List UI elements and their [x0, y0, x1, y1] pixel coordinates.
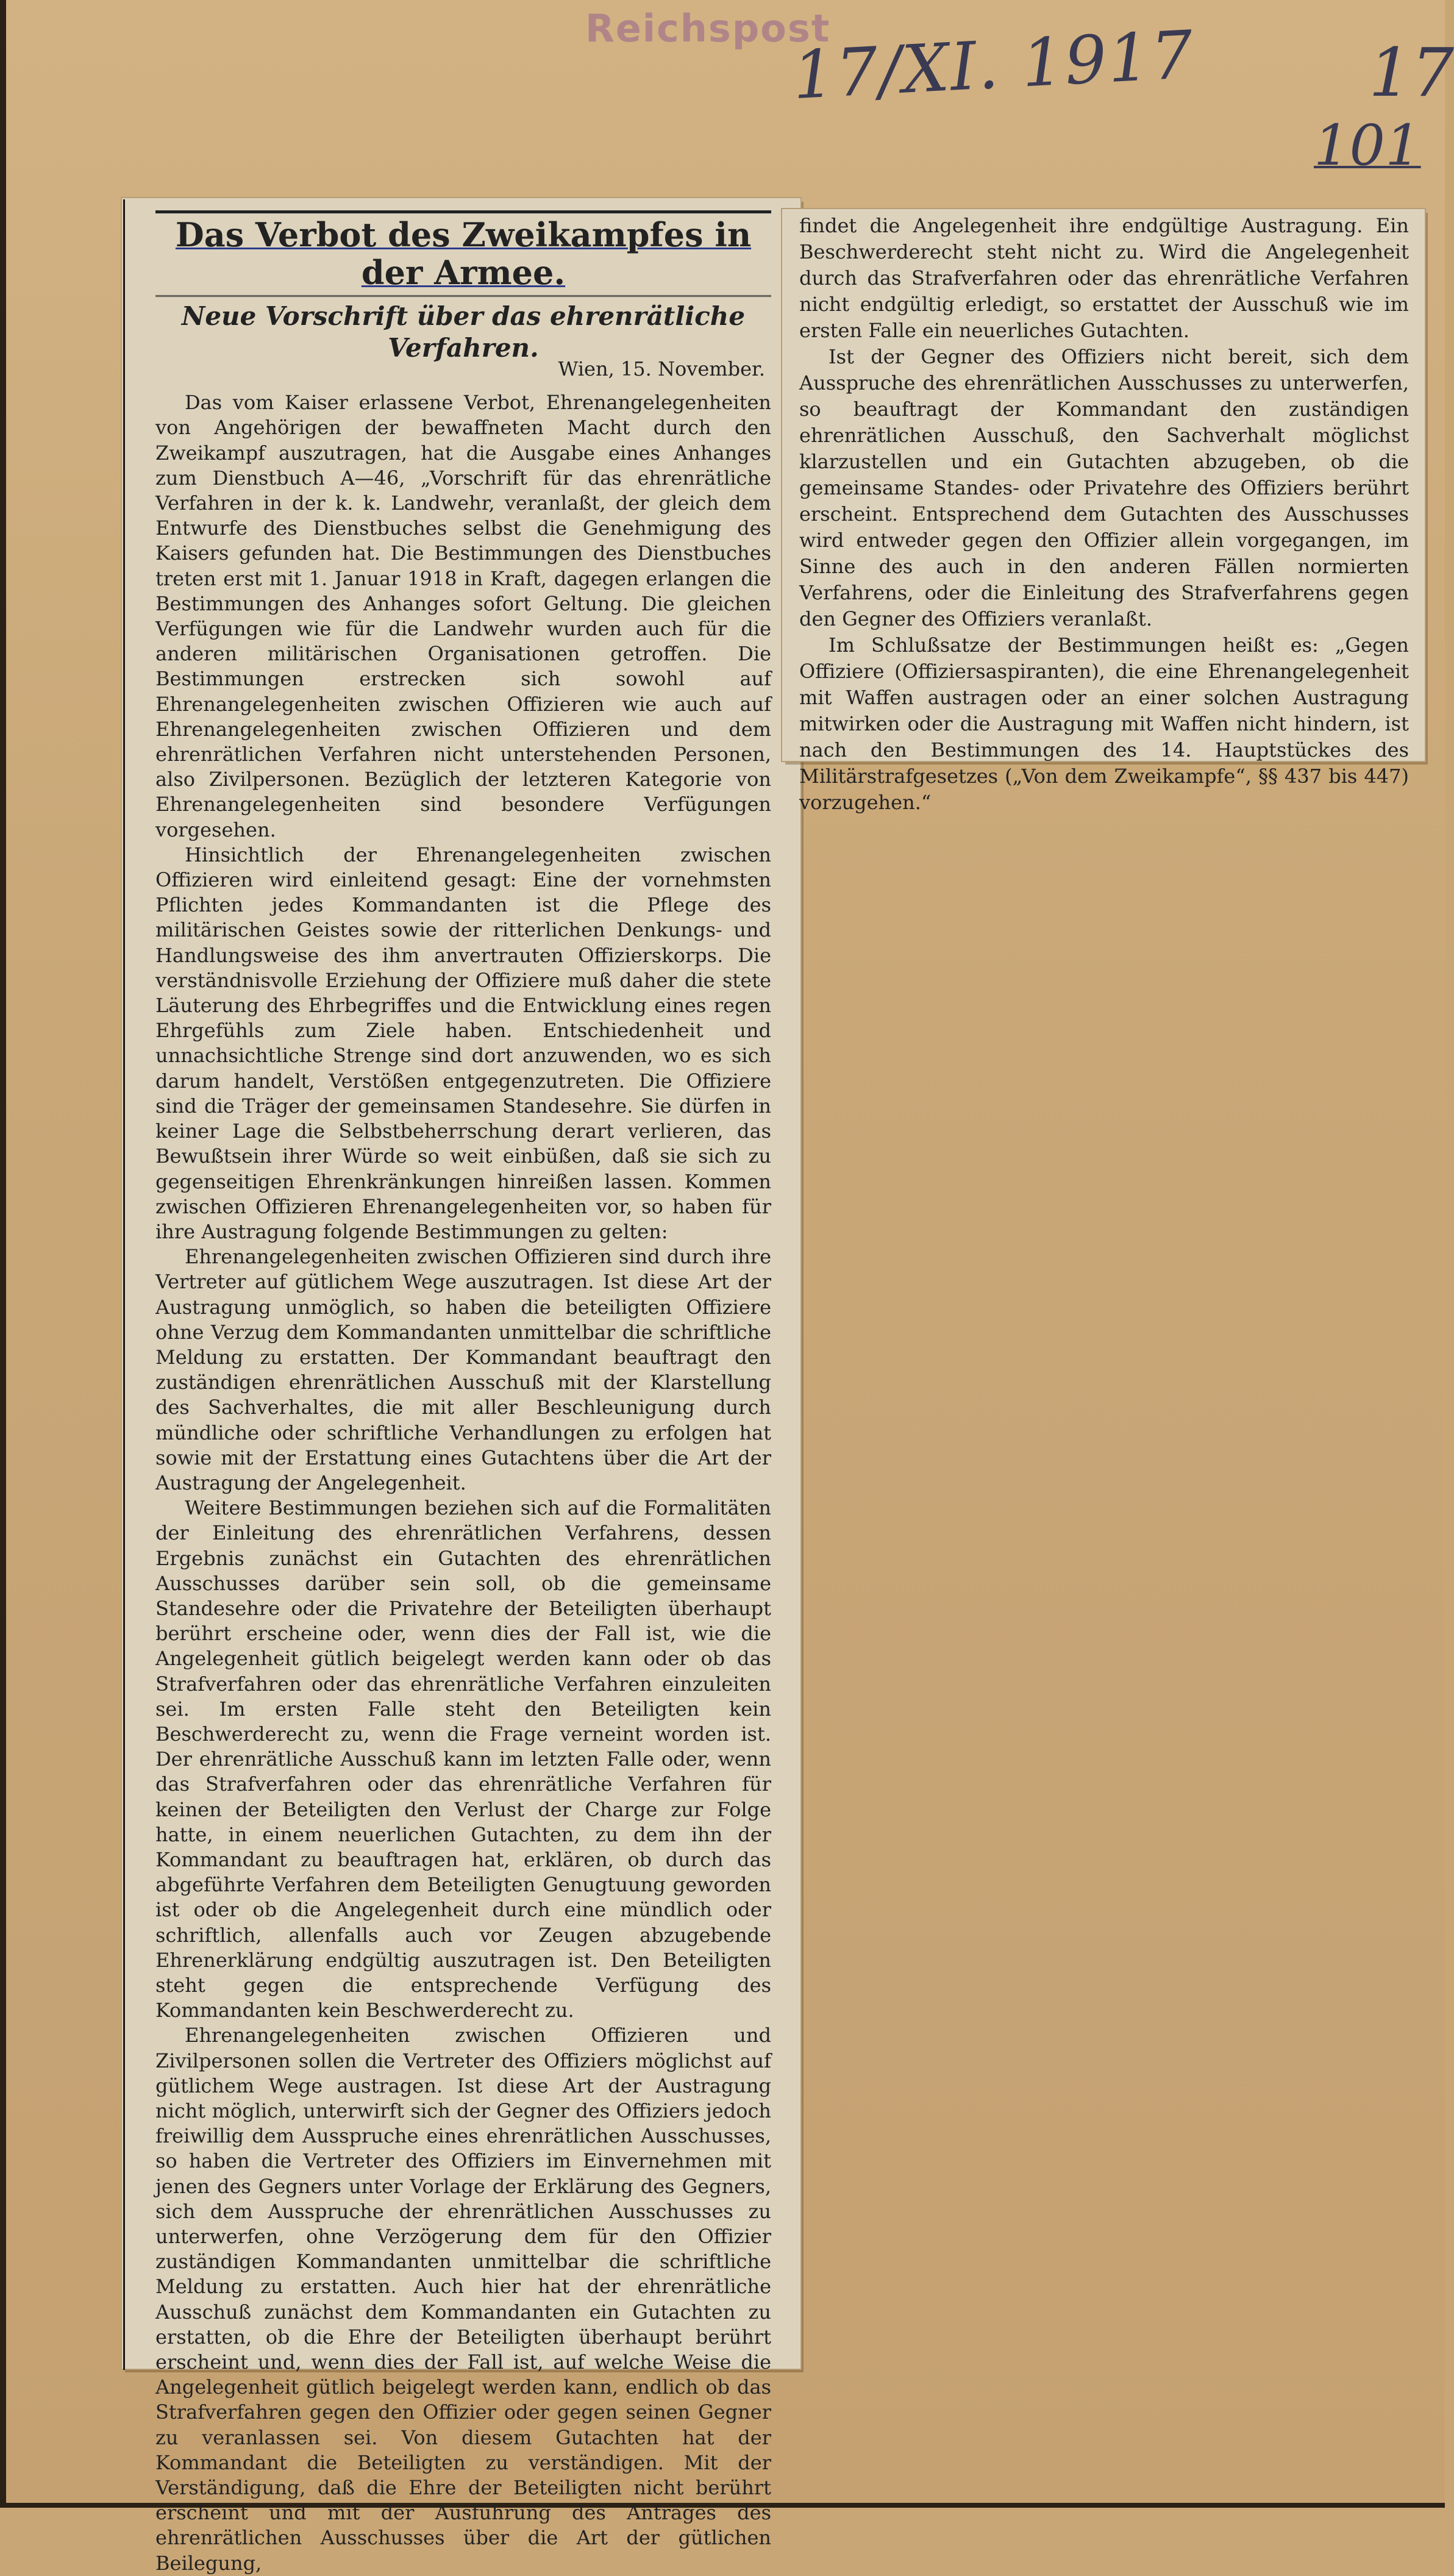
newspaper-source-stamp: Reichspost: [585, 6, 831, 51]
article-paragraph: Hinsichtlich der Ehrenangelegenheiten zwischen Offizieren wird einleitend gesagt: Eine der vornehmsten Pflichten jedes Kommandanten ist die Pflege des militärischen Geistes sowie der ritterlichen Denkungs- und Handlungsweise des ihm anvertrauten Offizierskorps. Die verständnisvolle Erziehung der Offiziere muß daher die stete Läuterung des Ehrbegriffes und die Entwicklung eines regen Ehrgefühls zum Ziele haben. Entschiedenheit und unnachsichtliche Strenge sind dort anzuwenden, wo es sich darum handelt, Verstößen entgegenzutreten. Die Offiziere sind die Träger der gemeinsamen Standesehre. Sie dürfen in keiner Lage die Selbstbeherrschung derart verlieren, das Bewußtsein ihrer Würde so weit einbüßen, daß sie sich zu gegenseitigen Ehrenkränkungen hinreißen lassen. Kommen zwischen Offizieren Ehrenangelegenheiten vor, so haben für ihre Austragung folgende Bestimmungen zu gelten:: [155, 843, 771, 1243]
article-subheadline: Neue Vorschrift über das ehrenrätliche Verfahren.: [181, 301, 746, 363]
page-edge-shadow: [0, 0, 6, 2508]
handwritten-item-number: 101: [1314, 113, 1421, 178]
handwritten-date: 17/XI. 1917: [791, 16, 1196, 115]
clipping-right-column: [782, 209, 1425, 814]
article-paragraph: Ehrenangelegenheiten zwischen Offizieren und Zivilpersonen sollen die Vertreter des Offiziers möglichst auf gütlichem Wege austragen. Ist diese Art der Austragung nicht möglich, unterwirft sich der Gegner des Offiziers jedoch freiwillig dem Ausspruche eines ehrenrätlichen Ausschusses, so haben die Vertreter des Offiziers im Einvernehmen mit jenen des Gegners unter Vorlage der Erklärung des Gegners, sich dem Ausspruche der ehrenrätlichen Ausschusses zu unterwerfen, ohne Verzögerung dem für den Offizier zuständigen Kommandanten unmittelbar die schriftliche Meldung zu erstatten. Auch hier hat der ehrenrätliche Ausschuß zunächst dem Kommandanten ein Gutachten zu erstatten, ob die Ehre der Beteiligten überhaupt berührt erscheint und, wenn dies der Fall ist, auf welche Weise die Angelegenheit gütlich beigelegt werden kann, endlich ob das Strafverfahren gegen den Offizier oder gegen seinen Gegner zu veranlassen sei. Von diesem Gutachten hat der Kommandant die Beteiligten zu verständigen. Mit der Verständigung, daß die Ehre der Beteiligten nicht berührt erscheint und mit der Ausführung des Antrages des ehrenrätlichen Ausschusses über die Art der gütlichen Beilegung,: [155, 2024, 771, 2575]
article-paragraph: findet die Angelegenheit ihre endgültige Austragung. Ein Beschwerderecht steht nicht zu. Wird die Angelegenheit durch das Strafverfahren oder das ehrenrätliche Verfahren nicht endgültig erledigt, so erstattet der Ausschuß wie im ersten Falle ein neuerliches Gutachten.: [799, 214, 1409, 342]
article-dateline: Wien, 15. November.: [558, 357, 765, 380]
article-paragraph: Ehrenangelegenheiten zwischen Offizieren sind durch ihre Vertreter auf gütlichem Wege auszutragen. Ist diese Art der Austragung unmöglich, so haben die beteiligten Offiziere ohne Verzug dem Kommandanten unmittelbar die schriftliche Meldung zu erstatten. Der Kommandant beauftragt den zuständigen ehrenrätlichen Ausschuß mit der Klarstellung des Sachverhaltes, die mit aller Beschleunigung durch mündliche oder schriftliche Verhandlungen zu erfolgen hat sowie mit der Erstattung eines Gutachtens über die Art der Austragung der Angelegenheit.: [155, 1245, 771, 1494]
article-paragraph: Im Schlußsatze der Bestimmungen heißt es: „Gegen Offiziere (Offiziersaspiranten), die eine Ehrenangelegenheit mit Waffen austragen oder an einer solchen Austragung mitwirken oder die Austragung mit Waffen nicht hindern, ist nach den Bestimmungen des 14. Hauptstückes des Militärstrafgesetzes („Von dem Zweikampfe“, §§ 437 bis 447) vorzugehen.“: [799, 633, 1409, 814]
handwritten-page-number: 17: [1369, 34, 1454, 112]
article-paragraph: Das vom Kaiser erlassene Verbot, Ehrenangelegenheiten von Angehörigen der bewaffneten Macht durch den Zweikampf auszutragen, hat die Ausgabe eines Anhanges zum Dienstbuch A—46, „Vorschrift für das ehrenrätliche Verfahren in der k. k. Landwehr, veranlaßt, der gleich dem Entwurfe des Dienstbuches selbst die Genehmigung des Kaisers gefunden hat. Die Bestimmungen des Dienstbuches treten erst mit 1. Januar 1918 in Kraft, dagegen erlangen die Bestimmungen des Anhanges sofort Geltung. Die gleichen Verfügungen wie für die Landwehr wurden auch für die anderen militärischen Organisationen getroffen. Die Bestimmungen erstrecken sich sowohl auf Ehrenangelegenheiten zwischen Offizieren wie auch auf Ehrenangelegenheiten zwischen Offizieren und dem ehrenrätlichen Verfahren nicht unterstehenden Personen, also Zivilpersonen. Bezüglich der letzteren Kategorie von Ehrenangelegenheiten sind besondere Verfügungen vorgesehen.: [155, 391, 771, 841]
clipping-edge-line: [123, 199, 125, 2370]
clipping-left-column: [122, 198, 800, 2575]
article-headline: Das Verbot des Zweikampfes in der Armee.: [155, 210, 771, 297]
article-column-right: [799, 213, 1409, 816]
article-paragraph: Weitere Bestimmungen beziehen sich auf die Formalitäten der Einleitung des ehrenrätlichen Verfahrens, dessen Ergebnis zunächst ein Gutachten des ehrenrätlichen Ausschusses darüber sein soll, ob die gemeinsame Standesehre oder die Privatehre der Beteiligten überhaupt berührt erscheine oder, wenn dies der Fall ist, wie die Angelegenheit gütlich beigelegt werden kann oder ob das Strafverfahren oder das ehrenrätliche Verfahren einzuleiten sei. Im ersten Falle steht den Beteiligten kein Beschwerderecht zu, wenn die Frage verneint worden ist. Der ehrenrätliche Ausschuß kann im letzten Falle oder, wenn das Strafverfahren oder das ehrenrätliche Verfahren für keinen der Beteiligten den Verlust der Charge zur Folge hatte, in einem neuerlichen Gutachten, zu dem ihn der Kommandant zu beauftragen hat, erklären, ob durch das abgeführte Verfahren dem Beteiligten Genugtuung geworden ist oder ob die Angelegenheit durch eine mündlich oder schriftlich, allenfalls auch vor Zeugen abzugebende Ehrenerklärung endgültig auszutragen ist. Den Beteiligten steht gegen die entsprechende Verfügung des Kommandanten kein Beschwerderecht zu.: [155, 1496, 771, 2022]
article-paragraph: Ist der Gegner des Offiziers nicht bereit, sich dem Ausspruche des ehrenrätlichen Ausschusses zu unterwerfen, so beauftragt der Kommandant den zuständigen ehrenrätlichen Ausschuß, den Sachverhalt möglichst klarzustellen und ein Gutachten abzugeben, ob die gemeinsame Standes- oder Privatehre des Offiziers berührt erscheint. Entsprechend dem Gutachten des Ausschusses wird entweder gegen den Offizier allein vorgegangen, im Sinne des auch in den anderen Fällen normierten Verfahrens, oder die Einleitung des Strafverfahrens gegen den Gegner des Offiziers veranlaßt.: [799, 345, 1409, 630]
article-column-left: [155, 210, 771, 2576]
